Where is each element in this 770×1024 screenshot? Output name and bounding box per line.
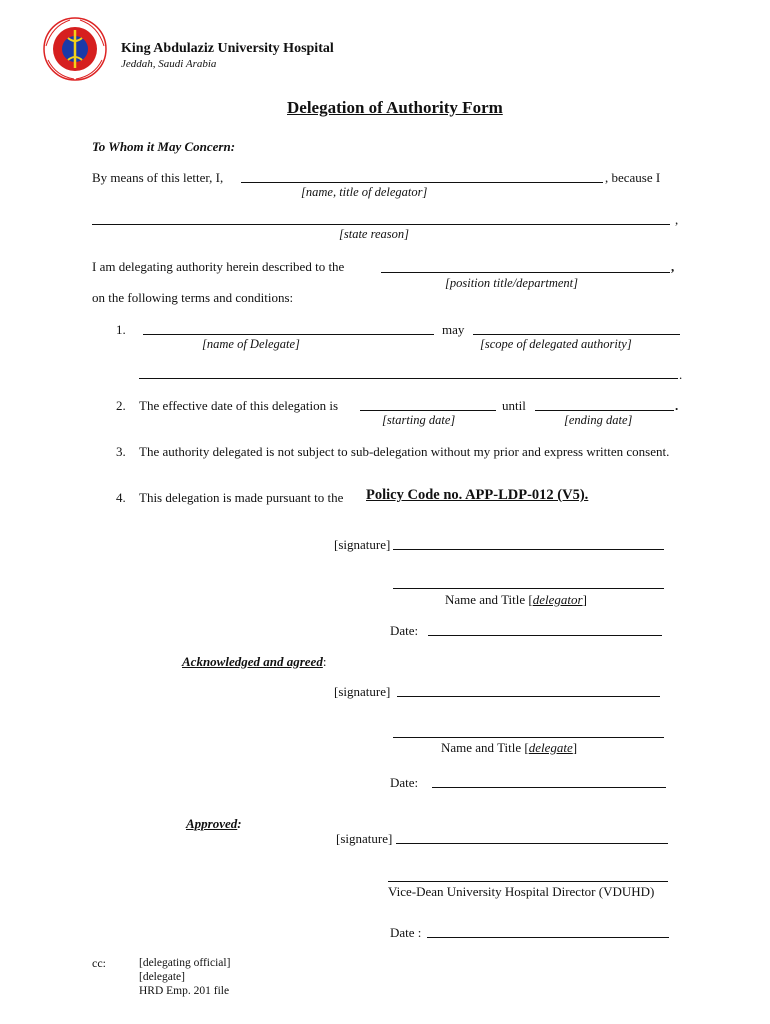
policy-code: Policy Code no. APP-LDP-012 (V5). (366, 487, 589, 503)
org-name: King Abdulaziz University Hospital (121, 41, 334, 56)
item2-text: The effective date of this delegation is (139, 398, 339, 413)
item2-number: 2. (116, 398, 126, 413)
delegate-name-title-field[interactable] (393, 737, 664, 738)
delegate-date-field[interactable] (432, 787, 666, 788)
item3-number: 3. (116, 444, 126, 459)
position-field[interactable] (381, 272, 670, 273)
form-title: Delegation of Authority Form (287, 98, 503, 117)
acknowledged-heading: Acknowledged and agreed: (182, 654, 327, 669)
item4-text: This delegation is made pursuant to the (139, 490, 344, 505)
delegator-signature-label: [signature] (334, 537, 391, 552)
delegator-word: delegator (532, 592, 583, 607)
approver-date-field[interactable] (427, 937, 669, 938)
cc-item: [delegate] (139, 971, 185, 983)
delegator-name-title-field[interactable] (393, 588, 664, 589)
ending-date-hint: [ending date] (564, 413, 633, 427)
reason-field[interactable] (92, 224, 670, 225)
item2-until: until (502, 398, 526, 413)
delegate-name-title-label: Name and Title [delegate] (441, 740, 578, 755)
scope-continuation-field[interactable] (139, 378, 678, 379)
starting-date-field[interactable] (360, 410, 496, 411)
item1-may: may (442, 322, 465, 337)
delegate-hint: [name of Delegate] (202, 337, 300, 351)
position-hint: [position title/department] (445, 276, 578, 290)
reason-comma: , (675, 212, 679, 227)
scope-hint: [scope of delegated authority] (480, 337, 632, 351)
approved-heading: Approved: (186, 816, 242, 831)
delegator-signature-field[interactable] (393, 549, 664, 550)
line3-comma: , (671, 259, 675, 274)
delegator-date-label: Date: (390, 623, 419, 638)
item4-number: 4. (116, 490, 126, 505)
approver-date-label: Date : (390, 925, 422, 940)
salutation: To Whom it May Concern: (92, 139, 236, 154)
cc-item: HRD Emp. 201 file (139, 985, 230, 997)
terms-intro: on the following terms and conditions: (92, 290, 294, 305)
delegator-hint: [name, title of delegator] (301, 185, 428, 199)
hospital-seal-icon (40, 16, 110, 82)
reason-hint: [state reason] (339, 227, 410, 241)
approver-name-title-field[interactable] (388, 881, 668, 882)
line1-suffix: , because I (605, 170, 661, 185)
item1-period: . (679, 367, 683, 382)
ending-date-field[interactable] (535, 410, 674, 411)
vduhd-label: Vice-Dean University Hospital Director (VDUHD) (388, 884, 655, 899)
delegator-name-title-label: Name and Title [delegator] (445, 592, 587, 607)
approver-signature-label: [signature] (336, 831, 393, 846)
org-location: Jeddah, Saudi Arabia (121, 58, 217, 70)
cc-item: [delegating official] (139, 957, 231, 969)
item3-text: The authority delegated is not subject to sub-delegation without my prior and express written consent. (139, 444, 670, 459)
delegator-name-field[interactable] (241, 182, 603, 183)
item2-period: . (675, 398, 679, 413)
delegate-signature-field[interactable] (397, 696, 660, 697)
delegate-name-field[interactable] (143, 334, 434, 335)
approver-signature-field[interactable] (396, 843, 668, 844)
line1-prefix: By means of this letter, I, (92, 170, 224, 185)
line3-prefix: I am delegating authority herein described to the (92, 259, 345, 274)
delegator-date-field[interactable] (428, 635, 662, 636)
delegate-date-label: Date: (390, 775, 419, 790)
starting-date-hint: [starting date] (382, 413, 456, 427)
cc-list (139, 956, 230, 998)
cc-label: cc: (92, 956, 106, 970)
delegate-signature-label: [signature] (334, 684, 391, 699)
delegate-word: delegate (528, 740, 573, 755)
scope-field[interactable] (473, 334, 680, 335)
item1-number: 1. (116, 322, 126, 337)
